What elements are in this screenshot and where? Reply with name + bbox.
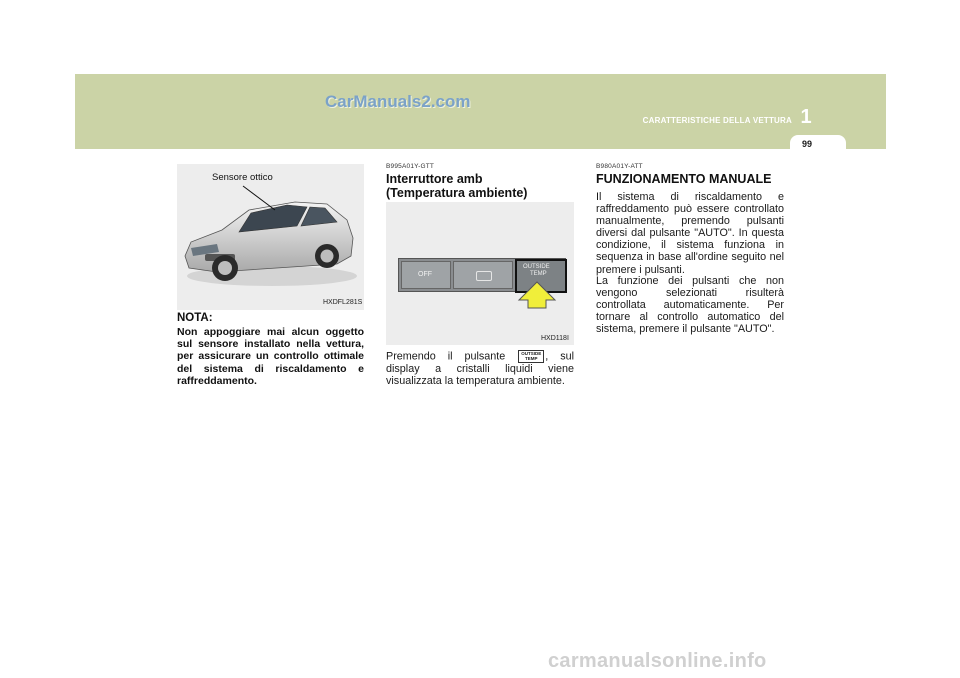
text-before: Premendo il pulsante bbox=[386, 350, 506, 363]
figure-code: HXDFL281S bbox=[323, 299, 363, 306]
right-code: B980A01Y-ATT bbox=[596, 163, 643, 170]
figure-label: Sensore ottico bbox=[212, 172, 273, 183]
control-panel-figure bbox=[386, 202, 574, 345]
section-heading-1: Interruttore amb bbox=[386, 172, 483, 186]
off-button[interactable] bbox=[401, 261, 451, 289]
right-paragraph-2: La funzione dei pulsanti che non vengono selezionati risulterà controllata automaticamente. Per tornare al controllo automatico del sistema, premere il pulsante "AUTO". bbox=[596, 275, 784, 336]
defrost-icon bbox=[476, 271, 492, 281]
figure-code-2: HXD118I bbox=[541, 335, 569, 342]
car-illustration bbox=[177, 164, 364, 310]
off-label: OFF bbox=[418, 271, 432, 278]
temp-label: TEMP bbox=[530, 271, 547, 277]
nota-title: NOTA: bbox=[177, 312, 213, 324]
header-band bbox=[75, 74, 886, 149]
middle-body-text bbox=[386, 350, 574, 387]
page-number: 99 bbox=[801, 139, 812, 149]
text-after: , sul display a cristalli liquidi viene visualizzata la temperatura ambiente. bbox=[386, 350, 575, 388]
section-heading-2: (Temperatura ambiente) bbox=[386, 186, 528, 200]
defrost-button[interactable] bbox=[453, 261, 513, 289]
car-figure bbox=[177, 164, 364, 310]
outside-label: OUTSIDE bbox=[523, 264, 550, 270]
pointer-arrow-icon bbox=[517, 280, 557, 310]
inline-btn-top: OUTSIDE bbox=[521, 351, 542, 356]
nota-text: Non appoggiare mai alcun oggetto sul sensore installato nella vettura, per assicurare un controllo ottimale del sistema di riscaldamento e raffreddamento. bbox=[177, 326, 364, 387]
right-paragraph-1: Il sistema di riscaldamento e raffreddamento può essere controllato manualmente, premendo pulsanti diversi dal pulsante "AUTO". In questa condizione, il sistema funziona in sequenza in base all'ordine seguito nel premere i pulsanti. bbox=[596, 191, 784, 276]
footer-watermark[interactable]: carmanualsonline.info bbox=[548, 650, 767, 672]
inline-outside-temp-button bbox=[518, 350, 544, 363]
section-title: CARATTERISTICHE DELLA VETTURA bbox=[642, 116, 792, 125]
section-code: B995A01Y-GTT bbox=[386, 163, 435, 170]
header-watermark[interactable]: CarManuals2.com bbox=[325, 92, 471, 111]
inline-btn-bottom: TEMP bbox=[525, 355, 538, 361]
right-heading: FUNZIONAMENTO MANUALE bbox=[596, 172, 772, 186]
chapter-number: 1 bbox=[800, 106, 812, 128]
